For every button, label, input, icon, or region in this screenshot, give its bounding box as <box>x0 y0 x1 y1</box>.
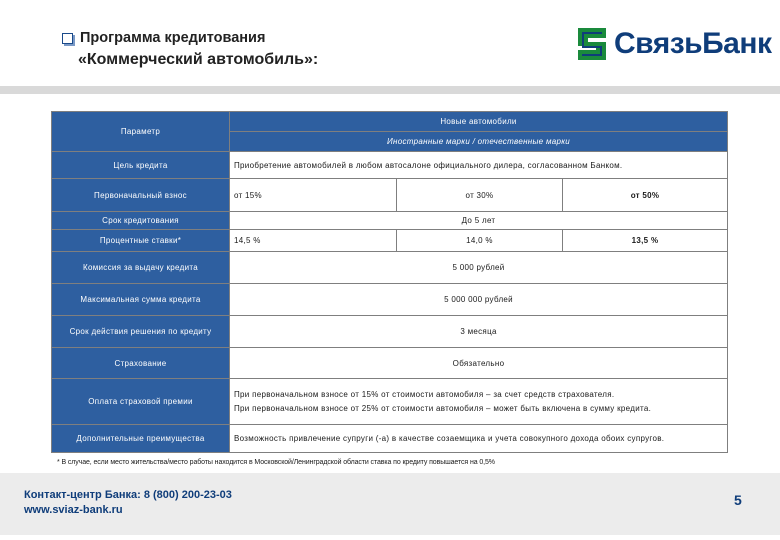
title-line-2: «Коммерческий автомобиль»: <box>78 51 319 68</box>
row-value: 14,0 % <box>397 230 563 252</box>
square-bullet-icon <box>62 33 73 44</box>
table-row <box>52 152 728 179</box>
table-row <box>52 316 728 348</box>
table-row <box>52 379 728 425</box>
table-header-row <box>52 112 728 132</box>
sviaz-bank-logo-icon <box>576 26 608 62</box>
row-value: До 5 лет <box>230 212 728 230</box>
param-header: Параметр <box>52 112 230 152</box>
row-value: от 30% <box>397 179 563 212</box>
premium-line-2: При первоначальном взносе от 25% от стоимости автомобиля – может быть включена в сумму кредита. <box>234 403 652 413</box>
logo-text: СвязьБанк <box>614 27 772 60</box>
row-value: 14,5 % <box>230 230 397 252</box>
row-label: Страхование <box>52 348 230 379</box>
header-divider <box>0 86 780 94</box>
column-subheader: Иностранные марки / отечественные марки <box>230 132 728 152</box>
title-line-1: Программа кредитования <box>80 30 266 46</box>
table-row <box>52 348 728 379</box>
row-value: 3 месяца <box>230 316 728 348</box>
row-label: Срок действия решения по кредиту <box>52 316 230 348</box>
table-row <box>52 212 728 230</box>
row-label: Оплата страховой премии <box>52 379 230 425</box>
table-row <box>52 230 728 252</box>
footnote: * В случае, если место жительства/место работы находится в Московской/Ленинградской области ставка по кредиту повышается на 0,5% <box>57 459 495 466</box>
row-value: от 15% <box>230 179 397 212</box>
table-row <box>52 284 728 316</box>
row-value: Обязательно <box>230 348 728 379</box>
row-value <box>230 379 728 425</box>
row-value: Приобретение автомобилей в любом автосалоне официального дилера, согласованном Банком. <box>230 152 728 179</box>
premium-line-1: При первоначальном взносе от 15% от стоимости автомобиля – за счет средств страхователя. <box>234 389 615 399</box>
table-row <box>52 252 728 284</box>
table-row <box>52 179 728 212</box>
row-label: Комиссия за выдачу кредита <box>52 252 230 284</box>
bank-logo <box>576 26 771 62</box>
row-value: 5 000 рублей <box>230 252 728 284</box>
column-header: Новые автомобили <box>230 112 728 132</box>
row-label: Дополнительные преимущества <box>52 425 230 453</box>
row-label: Цель кредита <box>52 152 230 179</box>
row-label: Максимальная сумма кредита <box>52 284 230 316</box>
row-value: 13,5 % <box>563 230 728 252</box>
row-label: Срок кредитования <box>52 212 230 230</box>
contact-phone: Контакт-центр Банка: 8 (800) 200-23-03 <box>24 489 232 501</box>
page-number: 5 <box>734 492 742 508</box>
row-value: Возможность привлечение супруги (-а) в качестве созаемщика и учета совокупного дохода обоих супругов. <box>230 425 728 453</box>
website-link[interactable]: www.sviaz-bank.ru <box>24 504 123 516</box>
loan-terms-table <box>51 111 728 453</box>
row-value: 5 000 000 рублей <box>230 284 728 316</box>
contact-info <box>24 488 232 518</box>
row-label: Первоначальный взнос <box>52 179 230 212</box>
slide-title <box>62 30 318 69</box>
row-label: Процентные ставки* <box>52 230 230 252</box>
table-row <box>52 425 728 453</box>
row-value: от 50% <box>563 179 728 212</box>
